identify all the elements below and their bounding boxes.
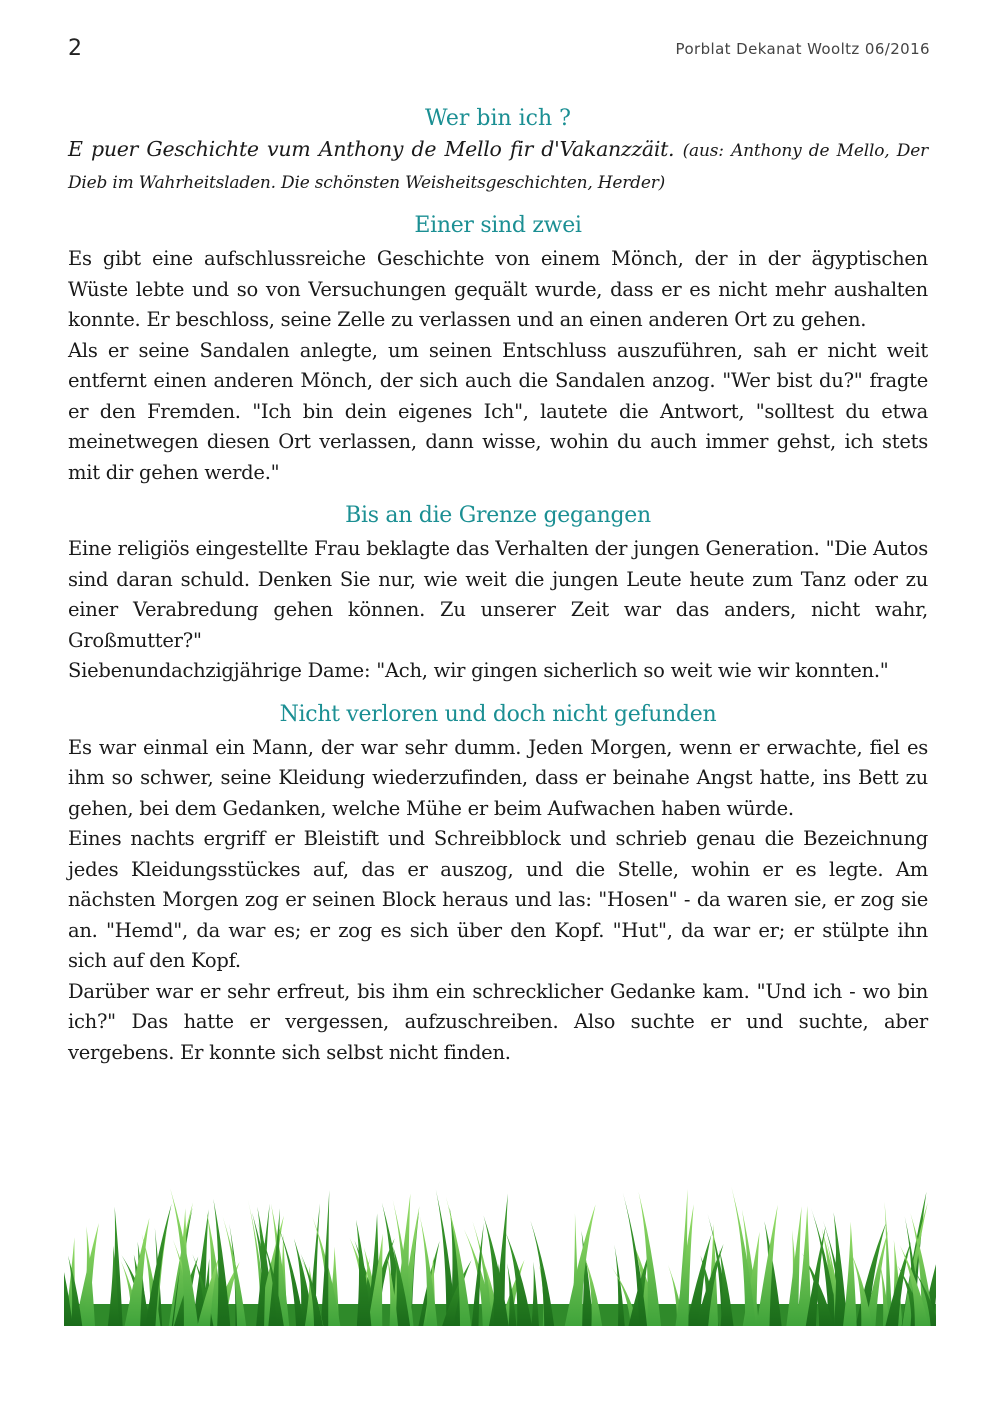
story-paragraph: Es war einmal ein Mann, der war sehr dumm. Jeden Morgen, wenn er erwachte, fiel es ihm so schwer, seine Kleidung wiederzufinden, dass er beinahe Angst hatte, ins Bett zu gehen, bei dem Gedanken, welche Mühe er beim Aufwachen haben würde. <box>68 735 928 820</box>
article-title: Wer bin ich ? <box>425 106 571 131</box>
story-paragraph: Darüber war er sehr erfreut, bis ihm ein schrecklicher Gedanke kam. "Und ich - wo bin ich?" Das hatte er vergessen, aufzuschreiben. Also suchte er und suchte, aber vergebens. Er konnte sich selbst nicht finden. <box>68 979 928 1064</box>
grass-border-icon <box>64 1186 936 1326</box>
story-heading-nicht-verloren: Nicht verloren und doch nicht gefunden <box>279 701 717 727</box>
story-paragraph: Als er seine Sandalen anlegte, um seinen Entschluss auszuführen, sah er nicht weit entfernt einen anderen Mönch, der sich auch die Sandalen anzog. "Wer bist du?" fragte er den Fremden. "Ich bin dein eigenes Ich", lautete die Antwort, "solltest du etwa meinetwegen diesen Ort verlassen, dann wisse, wohin du auch immer gehst, ich stets mit dir gehen werde." <box>68 338 928 484</box>
story-heading-einer-sind-zwei: Einer sind zwei <box>414 213 582 238</box>
grass-blade <box>83 1226 94 1326</box>
grass-blade <box>843 1222 857 1326</box>
story-paragraph: Es gibt eine aufschlussreiche Geschichte von einem Mönch, der in der ägyptischen Wüste lebte und so von Versuchungen gequält wurde, dass er es nicht mehr aushalten konnte. Er beschloss, seine Zelle zu verlassen und an einen anderen Ort zu gehen. <box>68 247 928 331</box>
running-header: Porblat Dekanat Wooltz 06/2016 <box>675 40 930 58</box>
page-number: 2 <box>68 36 82 61</box>
story-paragraph: Eine religiös eingestellte Frau beklagte das Verhalten der jungen Generation. "Die Autos sind daran schuld. Denken Sie nur, wie weit die jungen Leute heute zum Tanz oder zu einer Verabredung gehen können. Zu unserer Zeit war das anders, nicht wahr, Großmutter?" <box>68 537 928 652</box>
intro-main: E puer Geschichte vum Anthony de Mello fir d'Vakanzzäit. <box>68 137 675 161</box>
story-paragraph: Siebenundachzigjährige Dame: "Ach, wir gingen sicherlich so weit wie wir konnten." <box>68 659 889 682</box>
page-content <box>68 104 928 1068</box>
intro-source: (aus: Anthony de Mello, Der Dieb im Wahrheitsladen. Die schönsten Weisheitsgeschichten, Herder) <box>68 141 928 193</box>
article-intro <box>68 134 928 198</box>
story-paragraph: Eines nachts ergriff er Bleistift und Schreibblock und schrieb genau die Bezeichnung jedes Kleidungsstückes auf, das er auszog, und die Stelle, wohin er es legte. Am nächsten Morgen zog er seinen Block heraus und las: "Hosen" - da waren sie, er zog sie an. "Hemd", da war es; er zog es sich über den Kopf. "Hut", da war er; er stülpte ihn sich auf den Kopf. <box>68 827 928 972</box>
story-heading-bis-an-die-grenze: Bis an die Grenze gegangen <box>345 503 651 528</box>
grass-blade <box>531 1262 539 1326</box>
